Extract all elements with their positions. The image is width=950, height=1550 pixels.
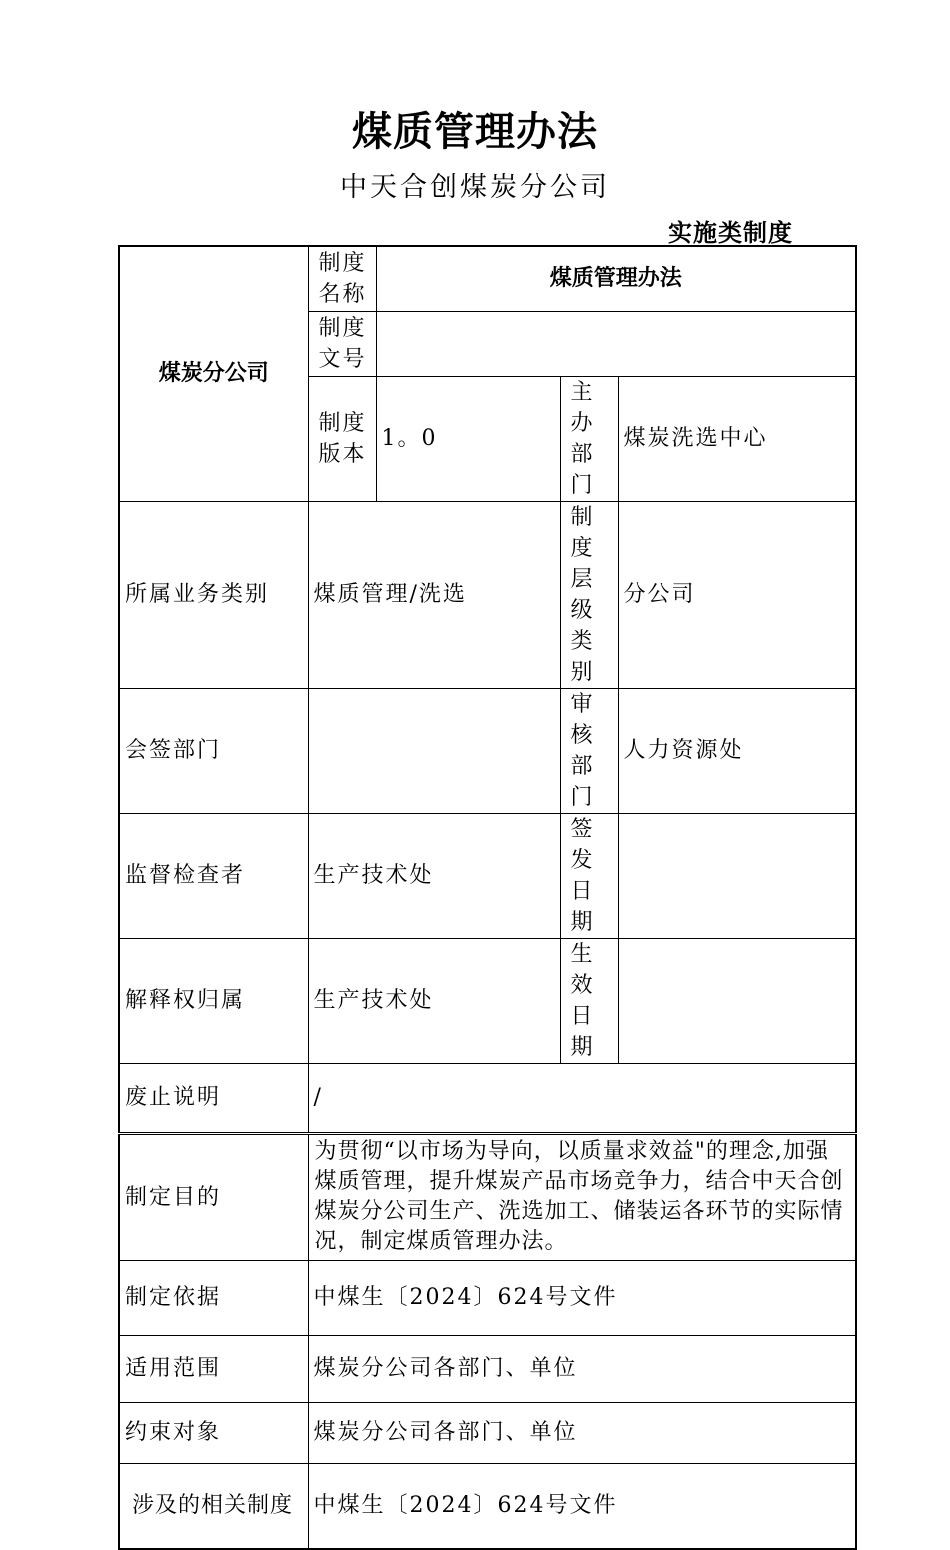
issue-date-label: 签发日期 bbox=[560, 813, 618, 938]
company-name: 中天合创煤炭分公司 bbox=[340, 172, 610, 203]
level-value: 分公司 bbox=[618, 501, 856, 688]
org-cell: 煤炭分公司 bbox=[119, 246, 308, 501]
docno-label: 制度文号 bbox=[308, 311, 376, 376]
purpose-label: 制定目的 bbox=[119, 1133, 308, 1260]
effective-date-label: 生效日期 bbox=[560, 938, 618, 1063]
cosign-label: 会签部门 bbox=[119, 688, 308, 813]
supervisor-value: 生产技术处 bbox=[308, 813, 560, 938]
interpret-value: 生产技术处 bbox=[308, 938, 560, 1063]
business-label: 所属业务类别 bbox=[119, 501, 308, 688]
abolish-value: / bbox=[308, 1063, 856, 1133]
related-value: 中煤生〔2024〕624号文件 bbox=[308, 1463, 856, 1549]
docno-value bbox=[376, 311, 856, 376]
supervisor-label: 监督检查者 bbox=[119, 813, 308, 938]
review-label: 审核部门 bbox=[560, 688, 618, 813]
version-label: 制度版本 bbox=[308, 376, 376, 501]
business-value: 煤质管理/洗选 bbox=[308, 501, 560, 688]
cosign-value bbox=[308, 688, 560, 813]
name-label: 制度名称 bbox=[308, 246, 376, 311]
scope-value: 煤炭分公司各部门、单位 bbox=[308, 1335, 856, 1402]
regulation-info-table bbox=[118, 245, 857, 1550]
document-title: 煤质管理办法 bbox=[352, 109, 598, 155]
interpret-label: 解释权归属 bbox=[119, 938, 308, 1063]
abolish-label: 废止说明 bbox=[119, 1063, 308, 1133]
level-label: 制度层级类别 bbox=[560, 501, 618, 688]
purpose-value: 为贯彻“以市场为导向，以质量求效益"的理念,加强煤质管理，提升煤炭产品市场竞争力，结合中天合创煤炭分公司生产、洗选加工、储装运各环节的实际情况，制定煤质管理办法。 bbox=[308, 1133, 856, 1260]
host-value: 煤炭洗选中心 bbox=[618, 376, 856, 501]
basis-value: 中煤生〔2024〕624号文件 bbox=[308, 1260, 856, 1335]
related-label: 涉及的相关制度 bbox=[119, 1463, 308, 1549]
basis-label: 制定依据 bbox=[119, 1260, 308, 1335]
issue-date-value bbox=[618, 813, 856, 938]
target-label: 约束对象 bbox=[119, 1402, 308, 1463]
version-value: 1。0 bbox=[376, 376, 560, 501]
target-value: 煤炭分公司各部门、单位 bbox=[308, 1402, 856, 1463]
regulation-category: 实施类制度 bbox=[668, 218, 793, 247]
review-value: 人力资源处 bbox=[618, 688, 856, 813]
effective-date-value bbox=[618, 938, 856, 1063]
name-value: 煤质管理办法 bbox=[376, 246, 856, 311]
scope-label: 适用范围 bbox=[119, 1335, 308, 1402]
host-label: 主办部门 bbox=[560, 376, 618, 501]
